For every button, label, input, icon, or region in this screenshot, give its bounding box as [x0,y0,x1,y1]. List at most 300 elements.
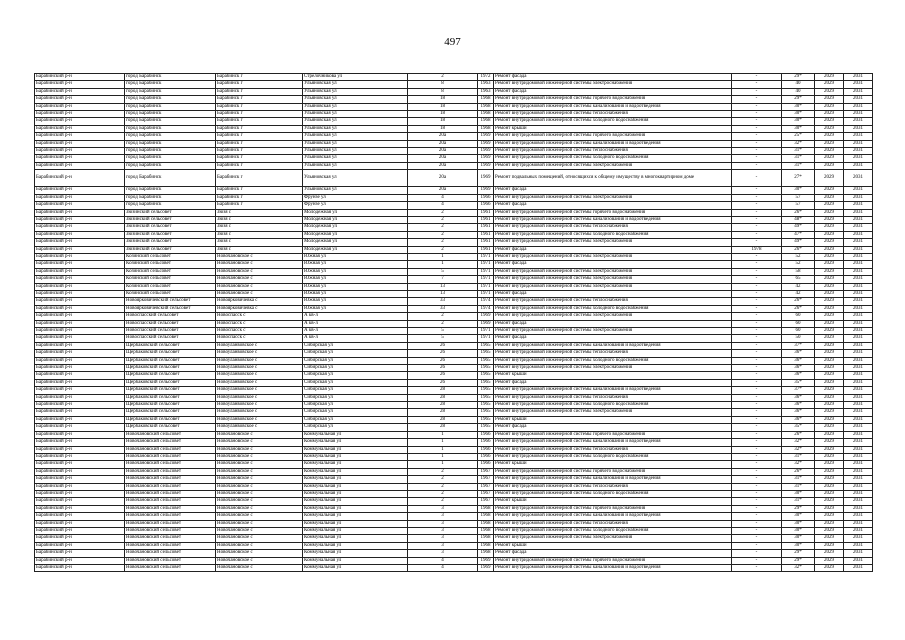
cell-prev-year: - [732,446,782,453]
table-row [35,224,873,231]
cell-district: Барабинский р-н [35,431,125,438]
cell-year: 1968 [478,535,494,542]
cell-prev-year: - [732,468,782,475]
cell-municipality: город Барабинск [125,111,216,118]
cell-street: Южная ул [303,268,408,275]
cell-district: Барабинский р-н [35,88,125,95]
cell-year-from: 2029 [815,453,844,460]
table-row [35,283,873,290]
cell-prev-year: - [732,350,782,357]
cell-year-from: 2029 [815,290,844,297]
cell-value: 49* [782,239,815,246]
cell-street: А кв-л [303,320,408,327]
cell-prev-year: - [732,372,782,379]
cell-district: Барабинский р-н [35,402,125,409]
cell-municipality: Козинский сельсовет [125,290,216,297]
cell-year-to: 2031 [844,387,873,394]
cell-year-from: 2029 [815,261,844,268]
cell-settlement: Новочановское с [216,490,303,497]
cell-street: Коммунальная ул [303,520,408,527]
cell-value: 29* [782,505,815,512]
cell-year-to: 2031 [844,550,873,557]
cell-district: Барабинский р-н [35,387,125,394]
cell-district: Барабинский р-н [35,216,125,223]
cell-street: Коммунальная ул [303,461,408,468]
cell-house: 3 [408,550,478,557]
cell-year: 1969 [478,133,494,140]
cell-work-type: Ремонт внутридомовой инженерной системы электроснабжения [494,535,732,542]
cell-year-from: 2029 [815,476,844,483]
cell-year: 1965 [478,409,494,416]
cell-value: 58 [782,268,815,275]
cell-district: Барабинский р-н [35,111,125,118]
cell-municipality: Щербаковский сельсовет [125,387,216,394]
cell-year: 1971 [478,261,494,268]
cell-value: 49* [782,224,815,231]
cell-work-type: Ремонт внутридомовой инженерной системы теплоснабжения [494,350,732,357]
cell-value: 37* [782,342,815,349]
cell-house: 26 [408,379,478,386]
cell-house: 26 [408,350,478,357]
cell-prev-year: - [732,342,782,349]
cell-municipality: Новоярковичевский сельсовет [125,305,216,312]
cell-year-to: 2031 [844,216,873,223]
cell-house: 20а [408,162,478,169]
table-row [35,520,873,527]
table-row [35,565,873,572]
cell-municipality: Новочановский сельсовет [125,446,216,453]
cell-house: 28 [408,394,478,401]
cell-year-to: 2031 [844,498,873,505]
cell-settlement: Новочановское с [216,268,303,275]
cell-year-to: 2031 [844,446,873,453]
cell-prev-year: - [732,527,782,534]
cell-settlement: Зюзя с [216,231,303,238]
table-row [35,276,873,283]
cell-value: 26* [782,305,815,312]
cell-settlement: Барабинск г [216,133,303,140]
cell-district: Барабинский р-н [35,125,125,132]
cell-value: 36* [782,409,815,416]
table-row [35,357,873,364]
cell-settlement: Новочановское с [216,476,303,483]
cell-value: 36* [782,394,815,401]
cell-settlement: Барабинск г [216,96,303,103]
cell-house: 20а [408,187,478,194]
table-row [35,202,873,209]
cell-work-type: Ремонт крыши [494,372,732,379]
cell-work-type: Ремонт внутридомовой инженерной системы канализования и водоотведения [494,103,732,110]
table-row [35,335,873,342]
table-row [35,550,873,557]
cell-municipality: Новоспасский сельсовет [125,335,216,342]
cell-prev-year: - [732,140,782,147]
cell-district: Барабинский р-н [35,239,125,246]
cell-year: 1967 [478,476,494,483]
cell-year-to: 2031 [844,557,873,564]
table-row [35,416,873,423]
cell-settlement: Зюзя с [216,209,303,216]
cell-district: Барабинский р-н [35,103,125,110]
cell-work-type: Ремонт внутридомовой инженерной системы холодного водоснабжения [494,402,732,409]
cell-year: 1968 [478,125,494,132]
cell-district: Барабинский р-н [35,542,125,549]
cell-year-to: 2031 [844,505,873,512]
cell-year-from: 2029 [815,565,844,572]
cell-year-to: 2031 [844,162,873,169]
cell-year: 1968 [478,520,494,527]
cell-year-to: 2031 [844,290,873,297]
cell-municipality: Щербаковский сельсовет [125,365,216,372]
cell-year-from: 2029 [815,505,844,512]
cell-street: Ульяновская ул [303,170,408,187]
cell-work-type: Ремонт внутридомовой инженерной системы горячего водоснабжения [494,209,732,216]
cell-district: Барабинский р-н [35,379,125,386]
cell-year-to: 2031 [844,424,873,431]
cell-settlement: Новочановское с [216,505,303,512]
cell-year-from: 2029 [815,365,844,372]
cell-street: Молодежная ул [303,231,408,238]
cell-municipality: Щербаковский сельсовет [125,372,216,379]
cell-year-to: 2031 [844,453,873,460]
table-row [35,313,873,320]
cell-work-type: Ремонт внутридомовой инженерной системы холодного водоснабжения [494,490,732,497]
cell-value: 40 [782,88,815,95]
cell-year-to: 2031 [844,527,873,534]
cell-year: 1968 [478,550,494,557]
cell-year-from: 2029 [815,409,844,416]
cell-district: Барабинский р-н [35,357,125,364]
cell-work-type: Ремонт внутридомовой инженерной системы холодного водоснабжения [494,357,732,364]
cell-prev-year: - [732,505,782,512]
cell-year: 1961 [478,239,494,246]
cell-street: А кв-л [303,313,408,320]
cell-value: 36* [782,416,815,423]
cell-work-type: Ремонт внутридомовой инженерной системы теплоснабжения [494,483,732,490]
cell-municipality: Новочановский сельсовет [125,535,216,542]
cell-settlement: Барабинск г [216,170,303,187]
cell-municipality: Новочановский сельсовет [125,520,216,527]
cell-year-from: 2029 [815,305,844,312]
table-row [35,96,873,103]
cell-house: 2 [408,239,478,246]
cell-prev-year: - [732,96,782,103]
cell-settlement: Барабинск г [216,155,303,162]
cell-street: Сибирская ул [303,394,408,401]
cell-year-to: 2031 [844,305,873,312]
cell-year-to: 2031 [844,431,873,438]
cell-year: 1965 [478,372,494,379]
cell-settlement: Новочановское с [216,557,303,564]
cell-prev-year: - [732,231,782,238]
cell-settlement: Новоспасск с [216,320,303,327]
cell-district: Барабинский р-н [35,453,125,460]
cell-district: Барабинский р-н [35,498,125,505]
cell-municipality: Щербаковский сельсовет [125,342,216,349]
cell-work-type: Ремонт фасада [494,320,732,327]
cell-settlement: Барабинск г [216,202,303,209]
cell-year-from: 2029 [815,276,844,283]
cell-settlement: Новочановское с [216,453,303,460]
cell-municipality: Козинский сельсовет [125,283,216,290]
cell-year-from: 2029 [815,103,844,110]
cell-prev-year: - [732,416,782,423]
cell-district: Барабинский р-н [35,439,125,446]
cell-street: Коммунальная ул [303,483,408,490]
cell-settlement: Зюзя с [216,224,303,231]
cell-year-from: 2029 [815,283,844,290]
cell-district: Барабинский р-н [35,320,125,327]
cell-work-type: Ремонт внутридомовой инженерной системы теплоснабжения [494,520,732,527]
cell-district: Барабинский р-н [35,394,125,401]
cell-house: 2 [408,498,478,505]
table-row [35,461,873,468]
table-row [35,81,873,88]
cell-house: 18 [408,111,478,118]
cell-work-type: Ремонт внутридомовой инженерной системы канализования и водоотведения [494,342,732,349]
cell-district: Барабинский р-н [35,342,125,349]
cell-municipality: Козинский сельсовет [125,276,216,283]
cell-year-from: 2029 [815,357,844,364]
cell-value: 50 [782,335,815,342]
cell-year-to: 2031 [844,409,873,416]
cell-value: 65 [782,276,815,283]
cell-street: Молодежная ул [303,209,408,216]
cell-prev-year: - [732,239,782,246]
cell-value: 31* [782,155,815,162]
cell-value: 30* [782,535,815,542]
cell-work-type: Ремонт внутридомовой инженерной системы электроснабжения [494,194,732,201]
cell-settlement: Новочановское с [216,542,303,549]
cell-year: 1965 [478,424,494,431]
cell-district: Барабинский р-н [35,513,125,520]
cell-prev-year: - [732,162,782,169]
cell-settlement: Барабинск г [216,140,303,147]
cell-house: 2 [408,209,478,216]
cell-work-type: Ремонт внутридомовой инженерной системы теплоснабжения [494,111,732,118]
cell-year: 1971 [478,328,494,335]
cell-work-type: Ремонт внутридомовой инженерной системы горячего водоснабжения [494,505,732,512]
table-row [35,328,873,335]
cell-year-from: 2029 [815,379,844,386]
cell-district: Барабинский р-н [35,328,125,335]
cell-house: 13 [408,290,478,297]
table-row [35,505,873,512]
table-row [35,261,873,268]
cell-work-type: Ремонт внутридомовой инженерной системы горячего водоснабжения [494,431,732,438]
cell-value: 27* [782,170,815,187]
cell-year: 1968 [478,103,494,110]
cell-street: Фрунзе ул [303,194,408,201]
table-row [35,365,873,372]
cell-prev-year: - [732,394,782,401]
cell-work-type: Ремонт внутридомовой инженерной системы канализования и водоотведения [494,513,732,520]
cell-street: Стрелочникова ул [303,74,408,81]
cell-year-to: 2031 [844,535,873,542]
cell-street: Сибирская ул [303,402,408,409]
table-row [35,148,873,155]
cell-house: 18 [408,96,478,103]
cell-value: 31* [782,498,815,505]
cell-value: 30* [782,103,815,110]
cell-district: Барабинский р-н [35,298,125,305]
cell-year: 1965 [478,402,494,409]
cell-prev-year: - [732,557,782,564]
cell-street: Сибирская ул [303,379,408,386]
cell-house: 5 [408,268,478,275]
cell-house: 4 [408,194,478,201]
table-row [35,246,873,253]
cell-street: Коммунальная ул [303,446,408,453]
cell-street: Коммунальная ул [303,565,408,572]
cell-house: 1 [408,446,478,453]
table-row [35,490,873,497]
cell-year: 1968 [478,513,494,520]
cell-work-type: Ремонт внутридомовой инженерной системы теплоснабжения [494,224,732,231]
cell-year-from: 2029 [815,394,844,401]
cell-street: Коммунальная ул [303,527,408,534]
cell-settlement: Барабинск г [216,81,303,88]
cell-prev-year: - [732,202,782,209]
cell-house: 7 [408,276,478,283]
table-row [35,298,873,305]
cell-year: 1965 [478,416,494,423]
cell-house: 33 [408,298,478,305]
cell-year-to: 2031 [844,513,873,520]
cell-house: 28 [408,424,478,431]
cell-prev-year: - [732,535,782,542]
cell-municipality: Щербаковский сельсовет [125,409,216,416]
cell-value: 26* [782,431,815,438]
cell-house: 2 [408,490,478,497]
cell-year: 1966 [478,194,494,201]
cell-work-type: Ремонт фасада [494,246,732,253]
cell-street: Ульяновская ул [303,118,408,125]
cell-year-from: 2029 [815,224,844,231]
cell-year-from: 2029 [815,155,844,162]
cell-settlement: Новоспасск с [216,335,303,342]
table-row [35,535,873,542]
cell-value: 29* [782,557,815,564]
cell-house: 3 [408,513,478,520]
cell-district: Барабинский р-н [35,133,125,140]
cell-prev-year: - [732,328,782,335]
cell-year-from: 2029 [815,313,844,320]
cell-value: 25* [782,133,815,140]
cell-municipality: город Барабинск [125,162,216,169]
cell-year-from: 2029 [815,490,844,497]
cell-street: Южная ул [303,276,408,283]
cell-year: 1971 [478,335,494,342]
cell-settlement: Зюзя с [216,246,303,253]
cell-work-type: Ремонт фасада [494,290,732,297]
table-row [35,239,873,246]
table-row [35,342,873,349]
cell-district: Барабинский р-н [35,276,125,283]
cell-prev-year: - [732,357,782,364]
cell-year-from: 2029 [815,194,844,201]
cell-value: 32* [782,439,815,446]
cell-prev-year: - [732,565,782,572]
cell-value: 36* [782,372,815,379]
cell-settlement: Новоуланвовское с [216,409,303,416]
cell-municipality: город Барабинск [125,88,216,95]
cell-work-type: Ремонт фасада [494,202,732,209]
cell-house: 4 [408,557,478,564]
cell-year: 1967 [478,498,494,505]
cell-prev-year: 1978 [732,246,782,253]
cell-district: Барабинский р-н [35,505,125,512]
cell-house: 28 [408,387,478,394]
cell-house: 1 [408,261,478,268]
cell-value: 26* [782,246,815,253]
cell-year-from: 2029 [815,461,844,468]
table-row [35,542,873,549]
cell-prev-year: - [732,133,782,140]
cell-year-to: 2031 [844,148,873,155]
cell-year: 1969 [478,557,494,564]
cell-municipality: Щербаковский сельсовет [125,357,216,364]
cell-municipality: Новочановский сельсовет [125,527,216,534]
cell-value: 30* [782,527,815,534]
cell-year: 1969 [478,187,494,194]
cell-year-to: 2031 [844,461,873,468]
cell-year: 1968 [478,96,494,103]
cell-year-to: 2031 [844,416,873,423]
cell-municipality: город Барабинск [125,133,216,140]
cell-house: 28 [408,402,478,409]
cell-municipality: Новочановский сельсовет [125,483,216,490]
cell-year: 1971 [478,268,494,275]
cell-prev-year: - [732,276,782,283]
cell-year-from: 2029 [815,133,844,140]
cell-value: 29* [782,74,815,81]
cell-street: Ульяновская ул [303,187,408,194]
cell-year-from: 2029 [815,239,844,246]
cell-settlement: Новоуланвовское с [216,387,303,394]
cell-settlement: Новоуланвовское с [216,372,303,379]
cell-settlement: Новоуланвовское с [216,416,303,423]
cell-district: Барабинский р-н [35,81,125,88]
cell-work-type: Ремонт внутридомовой инженерной системы теплоснабжения [494,446,732,453]
cell-street: Южная ул [303,305,408,312]
cell-municipality: Зюзинский сельсовет [125,224,216,231]
cell-work-type: Ремонт внутридомовой инженерной системы электроснабжения [494,409,732,416]
cell-year-to: 2031 [844,202,873,209]
cell-year: 1966 [478,439,494,446]
cell-year-from: 2029 [815,372,844,379]
repair-schedule-table [34,73,873,572]
cell-year-to: 2031 [844,342,873,349]
cell-year-to: 2031 [844,335,873,342]
cell-year-to: 2031 [844,483,873,490]
cell-work-type: Ремонт фасада [494,74,732,81]
table-row [35,305,873,312]
cell-year: 1965 [478,387,494,394]
cell-value: 30* [782,118,815,125]
table-row [35,194,873,201]
cell-year-from: 2029 [815,557,844,564]
cell-prev-year: - [732,118,782,125]
cell-year-to: 2031 [844,187,873,194]
cell-house: 2 [408,74,478,81]
cell-year-from: 2029 [815,424,844,431]
cell-settlement: Новочановское с [216,498,303,505]
cell-house: 1 [408,253,478,260]
table-row [35,209,873,216]
cell-district: Барабинский р-н [35,409,125,416]
cell-value: 30* [782,520,815,527]
